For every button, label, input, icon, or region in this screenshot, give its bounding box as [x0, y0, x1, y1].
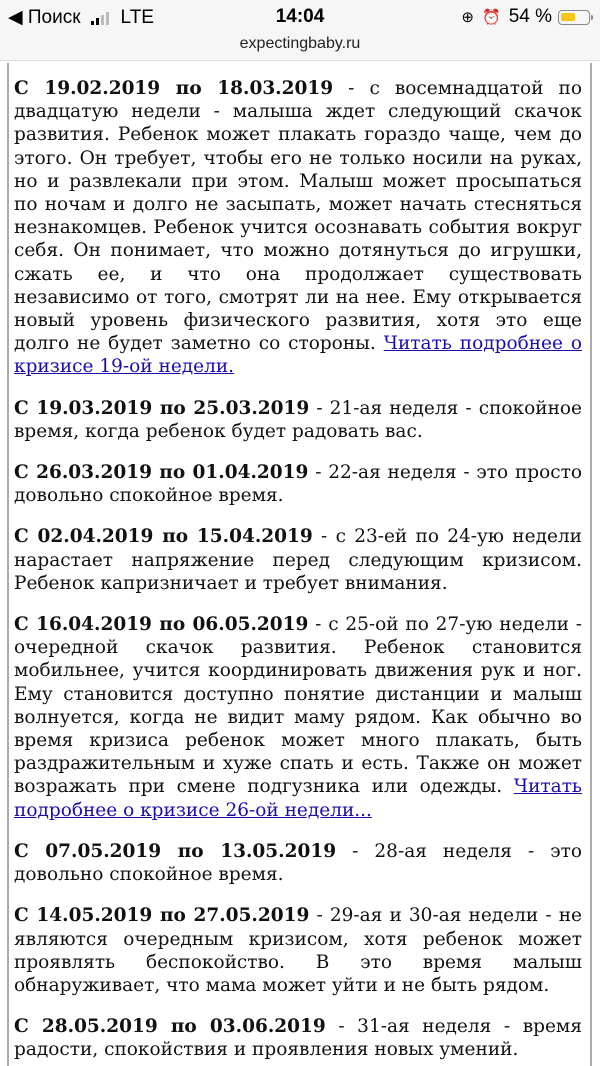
page-content — [0, 61, 600, 1066]
battery-icon — [558, 10, 590, 25]
battery-fill — [561, 13, 575, 21]
read-more-link[interactable]: Читать подробнее о кризисе 19-ой недели. — [14, 333, 582, 378]
list-item — [14, 1015, 582, 1061]
status-right — [461, 6, 590, 28]
back-to-search[interactable]: ◀ Поиск — [8, 7, 81, 28]
entry-text: - 28-ая неделя - это довольно спокойное время. — [14, 840, 582, 886]
entry-text: - 22-ая неделя - это просто довольно спокойное время. — [14, 462, 582, 507]
entry-text: - 29-ая и 30-ая недели - не являются очередным кризисом, хотя ребенок может проявлять беспокойство. В это время малыш обнаруживает, что мама может уйти и не быть рядом. — [14, 905, 582, 996]
list-item — [14, 525, 582, 595]
content-box — [7, 63, 592, 1066]
entry-text: - с 25-ой по 27-ую недели - очередной скачок развития. Ребенок становится мобильнее, учится координировать движения рук и ног. Ему становится доступно понятие дистанции и малыш волнуется, когда не видит маму рядом. Как обычно во время кризиса ребенок может много плакать, быть раздражительным и хуже спать и есть. Также он может возражать при смене подгузника или одежды. — [14, 614, 582, 798]
url-bar[interactable]: expectingbaby.ru — [0, 34, 600, 61]
status-time: 14:04 — [275, 6, 325, 27]
entries-list — [9, 63, 590, 1062]
entry-date: С 07.05.2019 по 13.05.2019 — [14, 840, 337, 862]
entry-date: С 16.04.2019 по 06.05.2019 — [14, 614, 309, 636]
entry-date: С 19.03.2019 по 25.03.2019 — [14, 397, 310, 419]
read-more-link[interactable]: Читать подробнее о кризисе 26-ой недели... — [14, 776, 582, 821]
entry-date: С 26.03.2019 по 01.04.2019 — [14, 462, 309, 484]
entry-date: С 14.05.2019 по 27.05.2019 — [14, 905, 310, 927]
status-bar — [0, 0, 600, 34]
entry-text: - 31-ая неделя - время радости, спокойствия и проявления новых умений. — [14, 1016, 582, 1061]
entry-date: С 02.04.2019 по 15.04.2019 — [14, 526, 313, 548]
entry-date: С 28.05.2019 по 03.06.2019 — [14, 1016, 326, 1038]
list-item — [14, 840, 582, 886]
list-item — [14, 461, 582, 507]
list-item — [14, 613, 582, 822]
entry-date: С 19.02.2019 по 18.03.2019 — [14, 78, 334, 99]
list-item — [14, 397, 582, 443]
alarm-icon: ⏰ — [482, 9, 501, 26]
entry-text: - 21-ая неделя - спокойное время, когда ребенок будет радовать вас. — [14, 397, 582, 442]
entry-text: - с восемнадцатой по двадцатую недели - малыша ждет следующий скачок развития. Ребенок может плакать гораздо чаще, чем до этого. Он требует, чтобы его не только носили на руках, но и развлекали при этом. Малыш может просыпаться по ночам и долго не засыпать, может начать стесняться незнакомцев. Ребенок учится осознавать события вокруг себя. Он понимает, что можно дотянуться до игрушки, сжать ее, и что она продолжает существовать независимо от того, смотрят ли на нее. Ему открывается новый уровень физического развития, хотя это еще долго не будет заметно со стороны. — [14, 78, 582, 355]
rotation-lock-icon: ⊕ — [461, 9, 474, 26]
battery-percent: 54 % — [508, 6, 552, 27]
entry-text: - с 23-ей по 24-ую недели нарастает напряжение перед следующим кризисом. Ребенок капризничает и требует внимания. — [14, 526, 582, 594]
list-item — [14, 77, 582, 379]
list-item — [14, 904, 582, 997]
network-label: LTE — [120, 6, 154, 28]
